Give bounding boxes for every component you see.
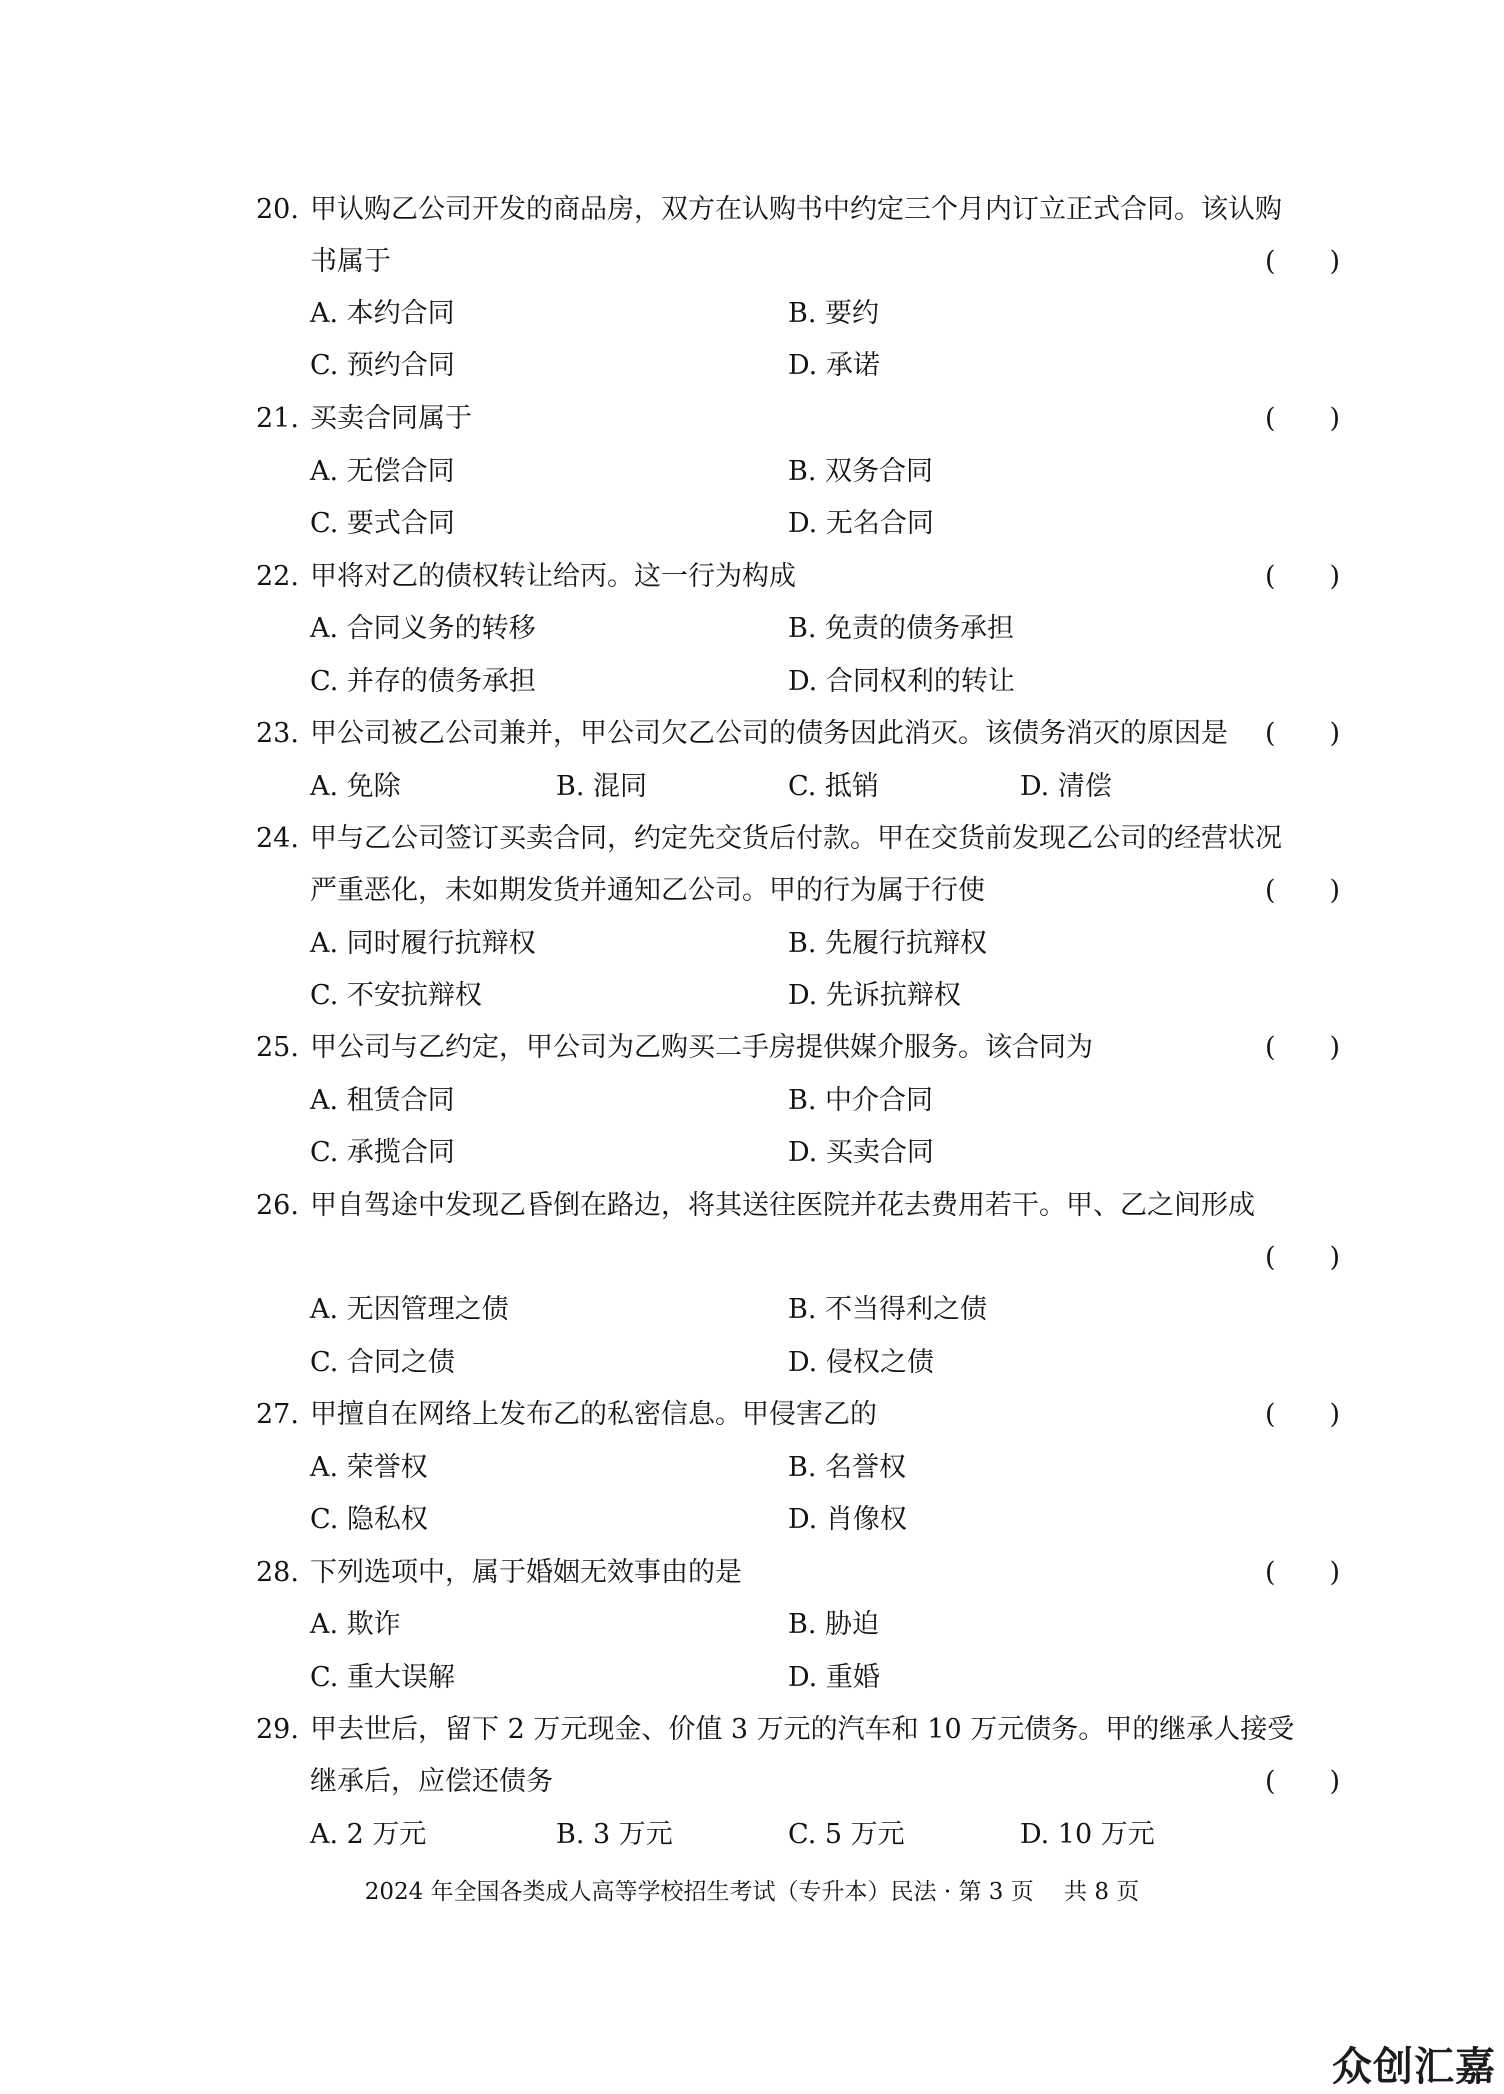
question-text: 甲将对乙的债权转让给丙。这一行为构成: [310, 561, 796, 592]
question-text: 甲与乙公司签订买卖合同，约定先交货后付款。甲在交货前发现乙公司的经营状况: [310, 823, 1282, 854]
question-text: 甲公司被乙公司兼并，甲公司欠乙公司的债务因此消灭。该债务消灭的原因是: [310, 718, 1228, 749]
question-number: 25.: [256, 1032, 299, 1063]
answer-paren: ( ): [1265, 246, 1341, 277]
question-text: 甲自驾途中发现乙昏倒在路边，将其送往医院并花去费用若干。甲、乙之间形成: [310, 1190, 1255, 1221]
answer-paren: ( ): [1265, 1399, 1341, 1430]
answer-paren: ( ): [1265, 1766, 1341, 1797]
answer-paren: ( ): [1265, 1242, 1341, 1273]
question-number: 27.: [256, 1399, 299, 1430]
option-a: A. 租赁合同: [310, 1085, 455, 1116]
question-text: 甲认购乙公司开发的商品房，双方在认购书中约定三个月内订立正式合同。该认购: [310, 194, 1282, 225]
option-c: C. 合同之债: [310, 1347, 455, 1378]
page-footer: 2024 年全国各类成人高等学校招生考试（专升本）民法 · 第 3 页 共 8 页: [364, 1879, 1140, 1905]
option-c: C. 承揽合同: [310, 1137, 455, 1168]
option-a: A. 荣誉权: [310, 1452, 428, 1483]
option-a: A. 无因管理之债: [310, 1294, 509, 1325]
option-b: B. 混同: [556, 771, 648, 802]
option-c: C. 要式合同: [310, 508, 455, 539]
option-d: D. 合同权利的转让: [788, 666, 1015, 697]
option-b: B. 名誉权: [788, 1452, 907, 1483]
option-d: D. 承诺: [788, 350, 880, 381]
option-c: C. 抵销: [788, 771, 879, 802]
question-text: 甲公司与乙约定，甲公司为乙购买二手房提供媒介服务。该合同为: [310, 1032, 1093, 1063]
option-d: D. 先诉抗辩权: [788, 980, 961, 1011]
option-d: D. 重婚: [788, 1662, 880, 1693]
option-a: A. 2 万元: [310, 1819, 427, 1850]
option-b: B. 要约: [788, 298, 880, 329]
option-d: D. 无名合同: [788, 508, 934, 539]
option-c: C. 隐私权: [310, 1504, 428, 1535]
option-b: B. 中介合同: [788, 1085, 934, 1116]
question-text: 下列选项中，属于婚姻无效事由的是: [310, 1557, 742, 1588]
option-b: B. 胁迫: [788, 1609, 880, 1640]
option-b: B. 免责的债务承担: [788, 613, 1015, 644]
question-text: 严重恶化，未如期发货并通知乙公司。甲的行为属于行使: [310, 875, 985, 906]
option-c: C. 重大误解: [310, 1662, 455, 1693]
option-a: A. 本约合同: [310, 298, 455, 329]
question-number: 20.: [256, 194, 299, 225]
question-text: 书属于: [310, 246, 391, 277]
answer-paren: ( ): [1265, 561, 1341, 592]
option-d: D. 侵权之债: [788, 1347, 934, 1378]
option-d: D. 买卖合同: [788, 1137, 934, 1168]
option-c: C. 不安抗辩权: [310, 980, 482, 1011]
question-number: 23.: [256, 718, 299, 749]
option-d: D. 清偿: [1020, 771, 1112, 802]
answer-paren: ( ): [1265, 1557, 1341, 1588]
option-a: A. 合同义务的转移: [310, 613, 536, 644]
option-c: C. 并存的债务承担: [310, 666, 536, 697]
option-d: D. 肖像权: [788, 1504, 907, 1535]
question-number: 24.: [256, 823, 299, 854]
option-b: B. 3 万元: [556, 1819, 673, 1850]
watermark-logo: 众创汇嘉: [1332, 2044, 1496, 2090]
question-number: 28.: [256, 1557, 299, 1588]
option-a: A. 欺诈: [310, 1609, 401, 1640]
question-text: 买卖合同属于: [310, 403, 472, 434]
option-b: B. 先履行抗辩权: [788, 928, 988, 959]
question-number: 21.: [256, 403, 299, 434]
question-text: 甲去世后，留下 2 万元现金、价值 3 万元的汽车和 10 万元债务。甲的继承人接受: [310, 1714, 1295, 1745]
answer-paren: ( ): [1265, 875, 1341, 906]
answer-paren: ( ): [1265, 1032, 1341, 1063]
question-number: 26.: [256, 1190, 299, 1221]
option-c: C. 5 万元: [788, 1819, 905, 1850]
option-b: B. 不当得利之债: [788, 1294, 988, 1325]
answer-paren: ( ): [1265, 718, 1341, 749]
option-a: A. 同时履行抗辩权: [310, 928, 536, 959]
answer-paren: ( ): [1265, 403, 1341, 434]
question-text: 甲擅自在网络上发布乙的私密信息。甲侵害乙的: [310, 1399, 877, 1430]
question-number: 29.: [256, 1714, 299, 1745]
option-d: D. 10 万元: [1020, 1819, 1155, 1850]
option-a: A. 免除: [310, 771, 401, 802]
question-text: 继承后，应偿还债务: [310, 1766, 553, 1797]
question-number: 22.: [256, 561, 299, 592]
option-b: B. 双务合同: [788, 456, 934, 487]
option-a: A. 无偿合同: [310, 456, 455, 487]
option-c: C. 预约合同: [310, 350, 455, 381]
